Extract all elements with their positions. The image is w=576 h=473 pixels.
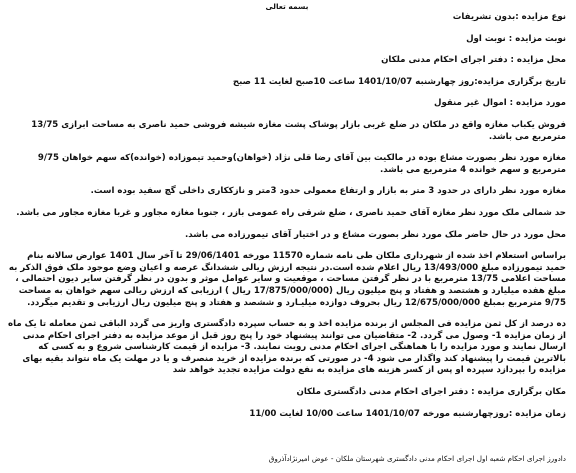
signature-line: دادورز اجرای احکام شعبه اول اجرای احکام مدنی دادگستری شهرستان ملکان - عوض امیرنژادآذروق [268, 454, 566, 463]
auction-turn: نوبت مزایده : نوبت اول [466, 33, 566, 44]
auction-date-time: تاریخ برگزاری مزایده:روز چهارشنبه 1401/10/07 ساعت 10صبح لغایت 11 صبح [232, 76, 566, 87]
auction-venue-repeat: مکان برگزاری مزایده : دفتر اجرای احکام مدنی دادگستری ملکان [296, 387, 566, 398]
valuation-paragraph: براساس استعلام اخذ شده از شهرداری ملکان طی نامه شماره 11570 مورخه 29/06/1401 تا آخر سال 1401 عوارض سالانه بنام حمید تیمورزاده مبلغ 13/493/000 ریال اعلام شده است.در نتیجه ارزش ریالی ششدانگ عرصه و اعیان وضع موجود ملک فوق الذکر به مساحت اعلامی 13/75 مترمربع با در نظر گرفتن مساحت ، موقعیت و سایر عوامل موثر و بدون در نظر گرفتن سایر دیون احتمالی ، مبلغ هفده میلیارد و هشتصد و هفتاد و پنج میلیون ریال (17/875/000/000 ریال ) ارزیابی که ارزش ریالی سهم خواهان به مساحت 9/75 مترمربع بمبلغ 12/675/000/000 ریال بحروف دوازده میلیـارد و ششصد و هفتاد و پنج میلیون ریال ارزیابی و تقدیم میگردد. [8, 251, 566, 308]
auction-conditions: ده درصد از کل ثمن مزایده فی المجلس از برنده مزایده اخذ و به حساب سپرده دادگستری واریز می گردد الباقی ثمن معامله تا یک ماه از زمان مزایده 1- وصول می گردد. 2- متقاضیان می توانند پیشنهاد خود را پنج روز قبل از موعد مزایده به دفتر اجرای احکام مدنی ارسال نمایند و مورد مزایده را با هماهنگی اجرای احکام مدنی رویت نمایند. 3- مزایده از قیمت کارشناسی شروع و به کسی که بالاترین قیمت را پیشنهاد کند واگذار می شود 4- در صورتی که برنده مزایده از خرید منصرف و یا در مهلت یک ماه نتواند بقیه بهای مزایده را بپردازد سپرده او پس از کسر هزینه های مزایده به نفع دولت مزایده تجدید خواهد شد [8, 319, 566, 376]
auction-time-repeat: زمان مزایده :روزچهارشنبه مورخه 1401/10/07 ساعت 10/00 لغایت 11/00 [249, 408, 566, 419]
property-dimensions: مغازه مورد نظر دارای در حدود 3 متر به بازار و ارتفاع معمولی حدود 3متر و نازککاری داخلی گچ سفید بوده است. [90, 186, 566, 197]
auction-type-title: نوع مزایده :بدون تشریفات [452, 12, 566, 22]
auction-subject: مورد مزایده : اموال غیر منقول [434, 98, 566, 109]
property-current-status: محل مورد در حال حاضر ملک مورد نظر بصورت مشاع و در اختیار آقای تیمورزاده می باشد. [185, 229, 566, 240]
property-ownership: مغازه مورد نظر بصورت مشاع بوده در مالکیت بین آقای رضا قلی نژاد (خواهان)وحمید تیموزاده (خوانده)که سهم خواهان 9/75 مترمربع و سهم خوانده 4 مترمربع می باشد. [37, 153, 566, 175]
basmala-heading: بسمه تعالی [265, 2, 309, 11]
property-boundaries: حد شمالی ملک مورد نظر مغازه آقای حمید ناصری ، ضلع شرقی راه عمومی بازر ، جنوبا مغازه مجاور و غربا مغازه مجاور می باشد. [16, 207, 566, 218]
auction-venue: محل مزایده : دفتر اجرای احکام مدنی ملکان [381, 55, 566, 66]
property-location: فروش یکباب مغازه واقع در ملکان در ضلع غربی بازار پوشاک پشت مغازه شیشه فروشی حمید ناصری به مساحت ابرازی 13/75 مترمربع می باشد. [31, 119, 566, 142]
